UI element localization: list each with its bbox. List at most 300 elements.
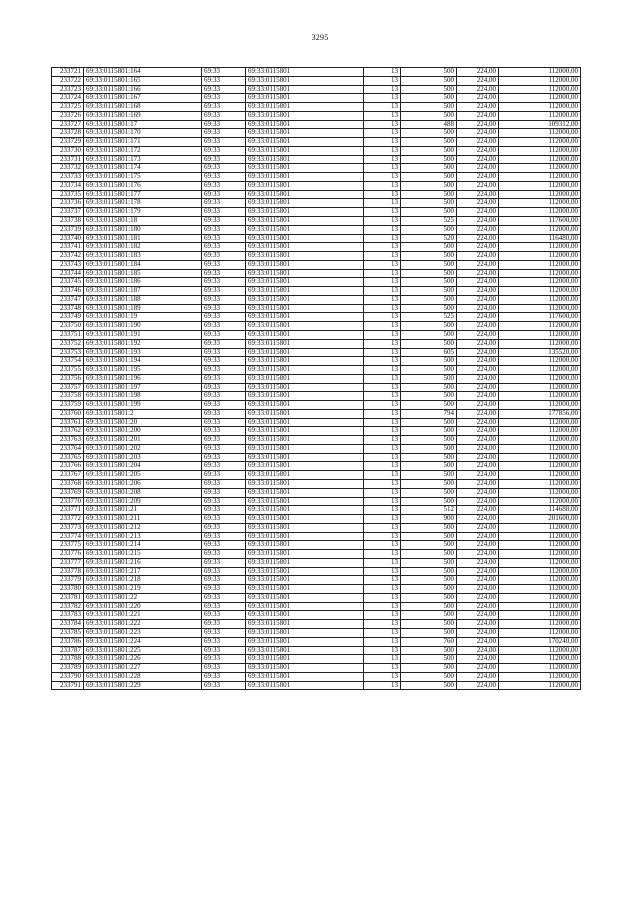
cadastral-number-cell: 69:33:0115801:169 xyxy=(84,111,202,120)
rate-cell: 224,00 xyxy=(457,322,499,331)
area-cell: 500 xyxy=(401,646,457,655)
area-cell: 525 xyxy=(401,217,457,226)
zone-number-cell: 13 xyxy=(364,304,401,313)
district-code-cell: 69:33 xyxy=(202,541,246,550)
table-row xyxy=(52,243,581,252)
district-code-cell: 69:33 xyxy=(202,646,246,655)
rate-cell: 224,00 xyxy=(457,637,499,646)
rate-cell: 224,00 xyxy=(457,436,499,445)
area-cell: 500 xyxy=(401,138,457,147)
cadastral-value-cell: 112000,00 xyxy=(499,585,581,594)
cadastral-value-cell: 117600,00 xyxy=(499,217,581,226)
district-code-cell: 69:33 xyxy=(202,479,246,488)
row-number-cell: 233773 xyxy=(52,523,84,532)
rate-cell: 224,00 xyxy=(457,103,499,112)
rate-cell: 224,00 xyxy=(457,339,499,348)
cadastral-number-cell: 69:33:0115801:214 xyxy=(84,541,202,550)
zone-number-cell: 13 xyxy=(364,585,401,594)
district-code-cell: 69:33 xyxy=(202,681,246,690)
cadastral-value-cell: 112000,00 xyxy=(499,129,581,138)
district-code-cell: 69:33 xyxy=(202,322,246,331)
zone-number-cell: 13 xyxy=(364,602,401,611)
cadastral-number-cell: 69:33:0115801:219 xyxy=(84,585,202,594)
rate-cell: 224,00 xyxy=(457,313,499,322)
row-number-cell: 233781 xyxy=(52,593,84,602)
row-number-cell: 233782 xyxy=(52,602,84,611)
row-number-cell: 233753 xyxy=(52,348,84,357)
cadastral-value-cell: 112000,00 xyxy=(499,94,581,103)
area-cell: 500 xyxy=(401,85,457,94)
cadastral-number-cell: 69:33:0115801:194 xyxy=(84,357,202,366)
zone-number-cell: 13 xyxy=(364,523,401,532)
area-cell: 488 xyxy=(401,120,457,129)
zone-number-cell: 13 xyxy=(364,664,401,673)
rate-cell: 224,00 xyxy=(457,655,499,664)
zone-number-cell: 13 xyxy=(364,506,401,515)
table-row xyxy=(52,409,581,418)
district-code-cell: 69:33 xyxy=(202,260,246,269)
cadastral-number-cell: 69:33:0115801:191 xyxy=(84,330,202,339)
district-code-cell: 69:33 xyxy=(202,629,246,638)
table-row xyxy=(52,111,581,120)
cadastral-number-cell: 69:33:0115801:212 xyxy=(84,523,202,532)
area-cell: 500 xyxy=(401,304,457,313)
row-number-cell: 233789 xyxy=(52,664,84,673)
district-code-cell: 69:33 xyxy=(202,585,246,594)
quarter-code-cell: 69:33:0115801 xyxy=(246,392,364,401)
cadastral-number-cell: 69:33:0115801:209 xyxy=(84,497,202,506)
area-cell: 500 xyxy=(401,453,457,462)
district-code-cell: 69:33 xyxy=(202,357,246,366)
cadastral-value-cell: 112000,00 xyxy=(499,655,581,664)
cadastral-number-cell: 69:33:0115801:192 xyxy=(84,339,202,348)
rate-cell: 224,00 xyxy=(457,479,499,488)
zone-number-cell: 13 xyxy=(364,287,401,296)
cadastral-number-cell: 69:33:0115801:177 xyxy=(84,190,202,199)
cadastral-value-cell: 112000,00 xyxy=(499,418,581,427)
table-row xyxy=(52,444,581,453)
cadastral-number-cell: 69:33:0115801:225 xyxy=(84,646,202,655)
cadastral-number-cell: 69:33:0115801:188 xyxy=(84,295,202,304)
row-number-cell: 233777 xyxy=(52,558,84,567)
table-row xyxy=(52,304,581,313)
cadastral-value-cell: 112000,00 xyxy=(499,611,581,620)
district-code-cell: 69:33 xyxy=(202,129,246,138)
cadastral-value-cell: 112000,00 xyxy=(499,173,581,182)
area-cell: 500 xyxy=(401,164,457,173)
table-row xyxy=(52,225,581,234)
district-code-cell: 69:33 xyxy=(202,269,246,278)
cadastral-value-cell: 112000,00 xyxy=(499,462,581,471)
table-row xyxy=(52,655,581,664)
cadastral-number-cell: 69:33:0115801:204 xyxy=(84,462,202,471)
row-number-cell: 233790 xyxy=(52,672,84,681)
cadastral-number-cell: 69:33:0115801:228 xyxy=(84,672,202,681)
cadastral-number-cell: 69:33:0115801:22 xyxy=(84,593,202,602)
row-number-cell: 233762 xyxy=(52,427,84,436)
cadastral-number-cell: 69:33:0115801:222 xyxy=(84,620,202,629)
cadastral-number-cell: 69:33:0115801:193 xyxy=(84,348,202,357)
district-code-cell: 69:33 xyxy=(202,208,246,217)
zone-number-cell: 13 xyxy=(364,436,401,445)
district-code-cell: 69:33 xyxy=(202,173,246,182)
zone-number-cell: 13 xyxy=(364,611,401,620)
cadastral-value-cell: 112000,00 xyxy=(499,401,581,410)
area-cell: 500 xyxy=(401,103,457,112)
quarter-code-cell: 69:33:0115801 xyxy=(246,672,364,681)
rate-cell: 224,00 xyxy=(457,269,499,278)
area-cell: 500 xyxy=(401,593,457,602)
row-number-cell: 233736 xyxy=(52,199,84,208)
area-cell: 500 xyxy=(401,664,457,673)
zone-number-cell: 13 xyxy=(364,629,401,638)
quarter-code-cell: 69:33:0115801 xyxy=(246,471,364,480)
area-cell: 500 xyxy=(401,585,457,594)
cadastral-value-cell: 112000,00 xyxy=(499,278,581,287)
cadastral-value-cell: 112000,00 xyxy=(499,471,581,480)
table-row xyxy=(52,68,581,77)
area-cell: 500 xyxy=(401,269,457,278)
table-row xyxy=(52,269,581,278)
table-row xyxy=(52,287,581,296)
zone-number-cell: 13 xyxy=(364,488,401,497)
row-number-cell: 233725 xyxy=(52,103,84,112)
cadastral-number-cell: 69:33:0115801:178 xyxy=(84,199,202,208)
zone-number-cell: 13 xyxy=(364,208,401,217)
zone-number-cell: 13 xyxy=(364,103,401,112)
table-row xyxy=(52,339,581,348)
rate-cell: 224,00 xyxy=(457,471,499,480)
table-row xyxy=(52,506,581,515)
area-cell: 500 xyxy=(401,576,457,585)
row-number-cell: 233742 xyxy=(52,252,84,261)
zone-number-cell: 13 xyxy=(364,453,401,462)
cadastral-number-cell: 69:33:0115801:227 xyxy=(84,664,202,673)
cadastral-number-cell: 69:33:0115801:183 xyxy=(84,252,202,261)
row-number-cell: 233772 xyxy=(52,515,84,524)
table-row xyxy=(52,278,581,287)
cadastral-value-cell: 112000,00 xyxy=(499,453,581,462)
zone-number-cell: 13 xyxy=(364,462,401,471)
table-row xyxy=(52,313,581,322)
zone-number-cell: 13 xyxy=(364,330,401,339)
area-cell: 500 xyxy=(401,111,457,120)
area-cell: 500 xyxy=(401,655,457,664)
district-code-cell: 69:33 xyxy=(202,550,246,559)
rate-cell: 224,00 xyxy=(457,593,499,602)
district-code-cell: 69:33 xyxy=(202,506,246,515)
district-code-cell: 69:33 xyxy=(202,523,246,532)
cadastral-number-cell: 69:33:0115801:176 xyxy=(84,181,202,190)
cadastral-number-cell: 69:33:0115801:2 xyxy=(84,409,202,418)
row-number-cell: 233741 xyxy=(52,243,84,252)
rate-cell: 224,00 xyxy=(457,295,499,304)
rate-cell: 224,00 xyxy=(457,190,499,199)
quarter-code-cell: 69:33:0115801 xyxy=(246,313,364,322)
table-row xyxy=(52,252,581,261)
area-cell: 520 xyxy=(401,234,457,243)
rate-cell: 224,00 xyxy=(457,146,499,155)
zone-number-cell: 13 xyxy=(364,637,401,646)
area-cell: 500 xyxy=(401,129,457,138)
area-cell: 500 xyxy=(401,532,457,541)
quarter-code-cell: 69:33:0115801 xyxy=(246,269,364,278)
cadastral-number-cell: 69:33:0115801:187 xyxy=(84,287,202,296)
cadastral-number-cell: 69:33:0115801:198 xyxy=(84,392,202,401)
district-code-cell: 69:33 xyxy=(202,418,246,427)
cadastral-number-cell: 69:33:0115801:179 xyxy=(84,208,202,217)
quarter-code-cell: 69:33:0115801 xyxy=(246,330,364,339)
quarter-code-cell: 69:33:0115801 xyxy=(246,681,364,690)
cadastral-value-cell: 112000,00 xyxy=(499,85,581,94)
zone-number-cell: 13 xyxy=(364,532,401,541)
zone-number-cell: 13 xyxy=(364,313,401,322)
row-number-cell: 233761 xyxy=(52,418,84,427)
row-number-cell: 233764 xyxy=(52,444,84,453)
district-code-cell: 69:33 xyxy=(202,348,246,357)
zone-number-cell: 13 xyxy=(364,655,401,664)
cadastral-value-cell: 112000,00 xyxy=(499,664,581,673)
cadastral-number-cell: 69:33:0115801:195 xyxy=(84,366,202,375)
area-cell: 500 xyxy=(401,225,457,234)
quarter-code-cell: 69:33:0115801 xyxy=(246,646,364,655)
table-row xyxy=(52,357,581,366)
table-row xyxy=(52,593,581,602)
quarter-code-cell: 69:33:0115801 xyxy=(246,462,364,471)
row-number-cell: 233758 xyxy=(52,392,84,401)
quarter-code-cell: 69:33:0115801 xyxy=(246,199,364,208)
table-row xyxy=(52,462,581,471)
table-row xyxy=(52,138,581,147)
district-code-cell: 69:33 xyxy=(202,155,246,164)
area-cell: 525 xyxy=(401,313,457,322)
table-row xyxy=(52,471,581,480)
row-number-cell: 233723 xyxy=(52,85,84,94)
table-row xyxy=(52,260,581,269)
table-row xyxy=(52,497,581,506)
cadastral-value-cell: 112000,00 xyxy=(499,620,581,629)
cadastral-value-cell: 170240,00 xyxy=(499,637,581,646)
area-cell: 500 xyxy=(401,252,457,261)
rate-cell: 224,00 xyxy=(457,462,499,471)
row-number-cell: 233755 xyxy=(52,366,84,375)
table-row xyxy=(52,173,581,182)
rate-cell: 224,00 xyxy=(457,550,499,559)
row-number-cell: 233778 xyxy=(52,567,84,576)
cadastral-number-cell: 69:33:0115801:189 xyxy=(84,304,202,313)
rate-cell: 224,00 xyxy=(457,129,499,138)
cadastral-value-cell: 112000,00 xyxy=(499,181,581,190)
table-row xyxy=(52,401,581,410)
row-number-cell: 233746 xyxy=(52,287,84,296)
quarter-code-cell: 69:33:0115801 xyxy=(246,611,364,620)
row-number-cell: 233784 xyxy=(52,620,84,629)
row-number-cell: 233748 xyxy=(52,304,84,313)
district-code-cell: 69:33 xyxy=(202,383,246,392)
row-number-cell: 233770 xyxy=(52,497,84,506)
cadastral-number-cell: 69:33:0115801:180 xyxy=(84,225,202,234)
cadastral-value-cell: 112000,00 xyxy=(499,322,581,331)
rate-cell: 224,00 xyxy=(457,523,499,532)
area-cell: 500 xyxy=(401,497,457,506)
district-code-cell: 69:33 xyxy=(202,190,246,199)
table-row xyxy=(52,155,581,164)
rate-cell: 224,00 xyxy=(457,541,499,550)
cadastral-value-cell: 112000,00 xyxy=(499,497,581,506)
district-code-cell: 69:33 xyxy=(202,515,246,524)
zone-number-cell: 13 xyxy=(364,234,401,243)
district-code-cell: 69:33 xyxy=(202,225,246,234)
rate-cell: 224,00 xyxy=(457,620,499,629)
area-cell: 500 xyxy=(401,672,457,681)
row-number-cell: 233767 xyxy=(52,471,84,480)
zone-number-cell: 13 xyxy=(364,322,401,331)
rate-cell: 224,00 xyxy=(457,374,499,383)
area-cell: 500 xyxy=(401,155,457,164)
zone-number-cell: 13 xyxy=(364,164,401,173)
cadastral-number-cell: 69:33:0115801:185 xyxy=(84,269,202,278)
table-row xyxy=(52,550,581,559)
district-code-cell: 69:33 xyxy=(202,287,246,296)
table-row xyxy=(52,217,581,226)
area-cell: 500 xyxy=(401,418,457,427)
table-row xyxy=(52,103,581,112)
quarter-code-cell: 69:33:0115801 xyxy=(246,252,364,261)
cadastral-value-cell: 112000,00 xyxy=(499,304,581,313)
row-number-cell: 233760 xyxy=(52,409,84,418)
rate-cell: 224,00 xyxy=(457,602,499,611)
cadastral-value-cell: 116480,00 xyxy=(499,234,581,243)
area-cell: 500 xyxy=(401,322,457,331)
cadastral-number-cell: 69:33:0115801:223 xyxy=(84,629,202,638)
quarter-code-cell: 69:33:0115801 xyxy=(246,208,364,217)
cadastral-value-cell: 112000,00 xyxy=(499,488,581,497)
table-row xyxy=(52,374,581,383)
area-cell: 500 xyxy=(401,173,457,182)
cadastral-value-cell: 112000,00 xyxy=(499,681,581,690)
rate-cell: 224,00 xyxy=(457,304,499,313)
table-row xyxy=(52,234,581,243)
quarter-code-cell: 69:33:0115801 xyxy=(246,322,364,331)
area-cell: 500 xyxy=(401,541,457,550)
zone-number-cell: 13 xyxy=(364,558,401,567)
quarter-code-cell: 69:33:0115801 xyxy=(246,357,364,366)
area-cell: 500 xyxy=(401,339,457,348)
quarter-code-cell: 69:33:0115801 xyxy=(246,129,364,138)
rate-cell: 224,00 xyxy=(457,506,499,515)
quarter-code-cell: 69:33:0115801 xyxy=(246,278,364,287)
area-cell: 500 xyxy=(401,471,457,480)
zone-number-cell: 13 xyxy=(364,295,401,304)
quarter-code-cell: 69:33:0115801 xyxy=(246,138,364,147)
district-code-cell: 69:33 xyxy=(202,252,246,261)
row-number-cell: 233756 xyxy=(52,374,84,383)
cadastral-value-cell: 112000,00 xyxy=(499,602,581,611)
area-cell: 500 xyxy=(401,199,457,208)
row-number-cell: 233783 xyxy=(52,611,84,620)
quarter-code-cell: 69:33:0115801 xyxy=(246,85,364,94)
district-code-cell: 69:33 xyxy=(202,488,246,497)
cadastral-number-cell: 69:33:0115801:196 xyxy=(84,374,202,383)
table-row xyxy=(52,129,581,138)
zone-number-cell: 13 xyxy=(364,374,401,383)
quarter-code-cell: 69:33:0115801 xyxy=(246,629,364,638)
cadastral-number-cell: 69:33:0115801:17 xyxy=(84,120,202,129)
cadastral-number-cell: 69:33:0115801:220 xyxy=(84,602,202,611)
zone-number-cell: 13 xyxy=(364,366,401,375)
row-number-cell: 233751 xyxy=(52,330,84,339)
table-row xyxy=(52,567,581,576)
cadastral-number-cell: 69:33:0115801:190 xyxy=(84,322,202,331)
quarter-code-cell: 69:33:0115801 xyxy=(246,260,364,269)
rate-cell: 224,00 xyxy=(457,629,499,638)
quarter-code-cell: 69:33:0115801 xyxy=(246,541,364,550)
district-code-cell: 69:33 xyxy=(202,243,246,252)
row-number-cell: 233771 xyxy=(52,506,84,515)
quarter-code-cell: 69:33:0115801 xyxy=(246,532,364,541)
quarter-code-cell: 69:33:0115801 xyxy=(246,234,364,243)
zone-number-cell: 13 xyxy=(364,76,401,85)
cadastral-number-cell: 69:33:0115801:184 xyxy=(84,260,202,269)
quarter-code-cell: 69:33:0115801 xyxy=(246,620,364,629)
row-number-cell: 233747 xyxy=(52,295,84,304)
rate-cell: 224,00 xyxy=(457,357,499,366)
row-number-cell: 233752 xyxy=(52,339,84,348)
table-row xyxy=(52,164,581,173)
area-cell: 500 xyxy=(401,190,457,199)
table-row xyxy=(52,427,581,436)
area-cell: 500 xyxy=(401,392,457,401)
quarter-code-cell: 69:33:0115801 xyxy=(246,576,364,585)
quarter-code-cell: 69:33:0115801 xyxy=(246,637,364,646)
area-cell: 500 xyxy=(401,383,457,392)
row-number-cell: 233788 xyxy=(52,655,84,664)
area-cell: 500 xyxy=(401,68,457,77)
cadastral-value-cell: 112000,00 xyxy=(499,190,581,199)
table-row xyxy=(52,436,581,445)
cadastral-value-cell: 112000,00 xyxy=(499,208,581,217)
district-code-cell: 69:33 xyxy=(202,497,246,506)
area-cell: 605 xyxy=(401,348,457,357)
page-number: 3295 xyxy=(311,33,329,42)
quarter-code-cell: 69:33:0115801 xyxy=(246,348,364,357)
quarter-code-cell: 69:33:0115801 xyxy=(246,68,364,77)
quarter-code-cell: 69:33:0115801 xyxy=(246,146,364,155)
row-number-cell: 233733 xyxy=(52,173,84,182)
rate-cell: 224,00 xyxy=(457,672,499,681)
cadastral-value-cell: 135520,00 xyxy=(499,348,581,357)
cadastral-number-cell: 69:33:0115801:217 xyxy=(84,567,202,576)
quarter-code-cell: 69:33:0115801 xyxy=(246,181,364,190)
rate-cell: 224,00 xyxy=(457,646,499,655)
district-code-cell: 69:33 xyxy=(202,453,246,462)
area-cell: 500 xyxy=(401,602,457,611)
cadastral-value-cell: 112000,00 xyxy=(499,138,581,147)
district-code-cell: 69:33 xyxy=(202,68,246,77)
cadastral-number-cell: 69:33:0115801:211 xyxy=(84,515,202,524)
quarter-code-cell: 69:33:0115801 xyxy=(246,497,364,506)
district-code-cell: 69:33 xyxy=(202,637,246,646)
rate-cell: 224,00 xyxy=(457,558,499,567)
district-code-cell: 69:33 xyxy=(202,602,246,611)
district-code-cell: 69:33 xyxy=(202,672,246,681)
cadastral-value-cell: 112000,00 xyxy=(499,576,581,585)
rate-cell: 224,00 xyxy=(457,681,499,690)
cadastral-value-cell: 112000,00 xyxy=(499,366,581,375)
table-row xyxy=(52,181,581,190)
rate-cell: 224,00 xyxy=(457,330,499,339)
district-code-cell: 69:33 xyxy=(202,427,246,436)
